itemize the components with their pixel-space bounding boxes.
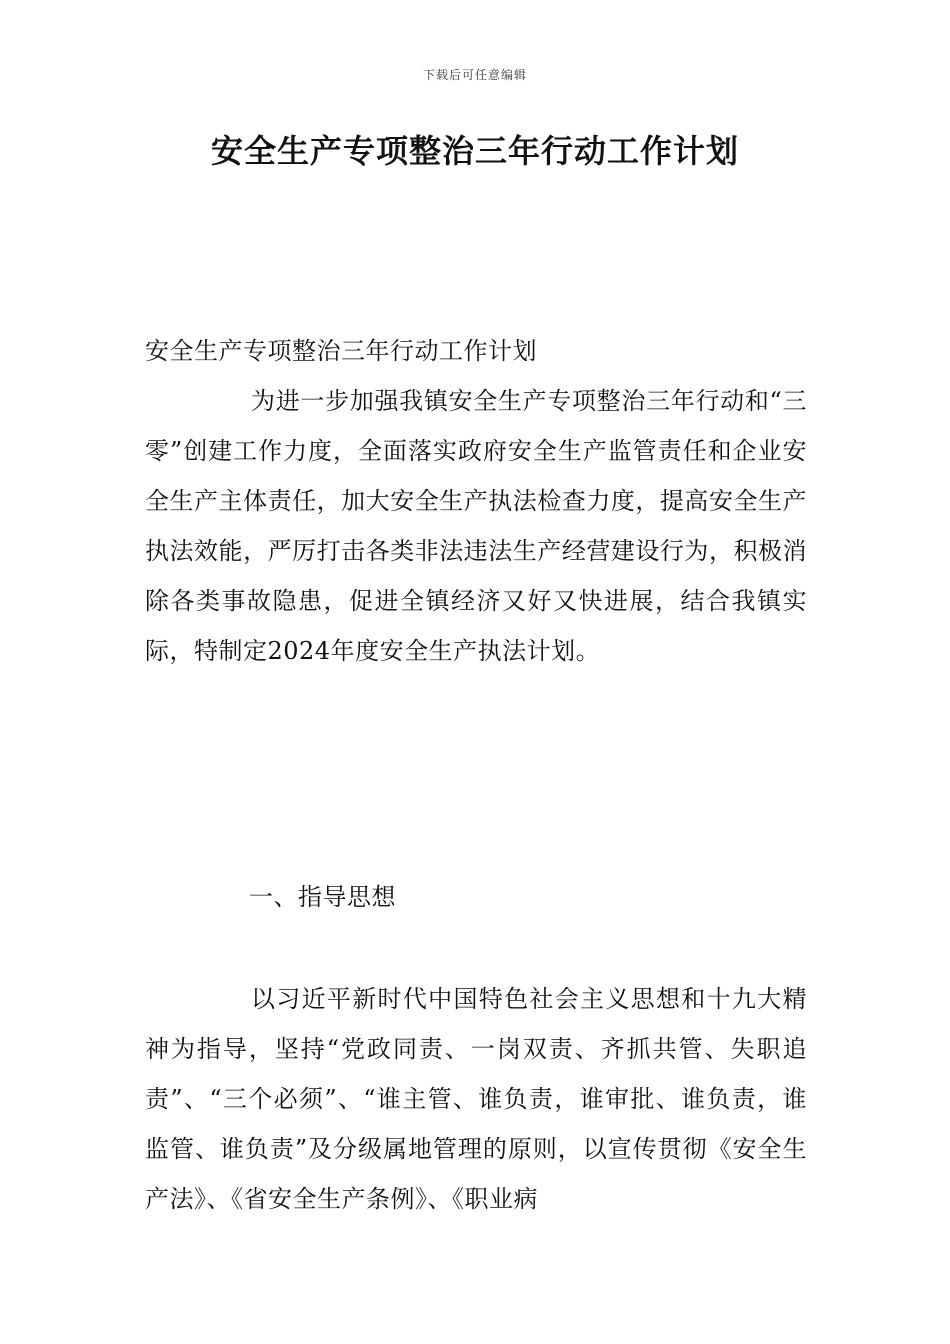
- paragraph-intro: 为进一步加强我镇安全生产专项整治三年行动和“三零”创建工作力度，全面落实政府安全生产监管责任和企业安全生产主体责任，加大安全生产执法检查力度，提高安全生产执法效能，严厉打击各类非法违法生产经营建设行为，积极消除各类事故隐患，促进全镇经济又好又快进展，结合我镇实际，特制定2024年度安全生产执法计划。: [145, 387, 807, 665]
- header-note: 下载后可任意编辑: [422, 68, 527, 82]
- document-subtitle: 安全生产专项整治三年行动工作计划: [145, 337, 537, 365]
- document-title: 安全生产专项整治三年行动工作计划: [210, 132, 739, 170]
- paragraph-guiding-thought: 以习近平新时代中国特色社会主义思想和十九大精神为指导，坚持“党政同责、一岗双责、齐抓共管、失职追责”、“三个必须”、“谁主管、谁负责，谁审批、谁负责，谁监管、谁负责”及分级属地管理的原则，以宣传贯彻《安全生产法》、《省安全生产条例》、《职业病: [145, 985, 807, 1213]
- section-heading-guiding-thought: 一、指导思想: [249, 883, 396, 911]
